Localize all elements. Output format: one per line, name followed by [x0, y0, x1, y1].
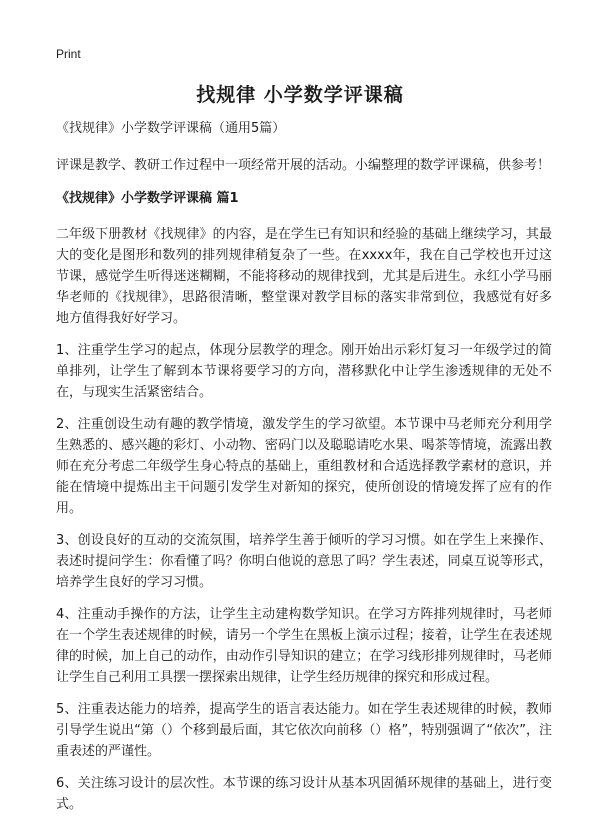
body-paragraph: 1、注重学生学习的起点，体现分层教学的理念。刚开始出示彩灯复习一年级学过的简单排列，让学生了解到本节课将要学习的方向，潜移默化中让学生渗透规律的无处不在，与现实生活紧密结合。	[56, 343, 552, 400]
article-body	[56, 120, 552, 826]
body-paragraph: 5、注重表达能力的培养，提高学生的语言表达能力。如在学生表述规律的时候，教师引导学生说出“第（）个移到最后面，其它依次向前移（）格”，特别强调了“依次”，注重表述的严谨性。	[56, 702, 552, 759]
page-title: 找规律 小学数学评课稿	[196, 84, 404, 106]
body-paragraph: 二年级下册教材《找规律》的内容，是在学生已有知识和经验的基础上继续学习，其最大的变化是图形和数列的排列规律稍复杂了一些。在xxxx年，我在自己学校也开过这节课，感觉学生听得迷迷糊糊，不能将移动的规律找到，尤其是后进生。永红小学马丽华老师的《找规律》，思路很清晰，整堂课对教学目标的落实非常到位，我感觉有好多地方值得我好好学习。	[56, 227, 552, 326]
body-paragraph: 3、创设良好的互动的交流氛围，培养学生善于倾听的学习习惯。如在学生上来操作、表述时提问学生：你看懂了吗？你明白他说的意思了吗？学生表述，同桌互说等形式，培养学生良好的学习习惯。	[56, 533, 552, 590]
intro-paragraph: 评课是教学、教研工作过程中一项经常开展的活动。小编整理的数学评课稿，供参考！	[56, 158, 551, 173]
body-paragraph: 4、注重动手操作的方法，让学生主动建构数学知识。在学习方阵排列规律时，马老师在一个学生表述规律的时候，请另一个学生在黑板上演示过程；接着，让学生在表述规律的时候，加上自己的动作，由动作引导知识的建立；在学习线形排列规律时，马老师让学生自己利用工具摆一摆探索出规律，让学生经历规律的探究和形成过程。	[56, 607, 552, 685]
body-paragraph: 6、关注练习设计的层次性。本节课的练习设计从基本巩固循环规律的基础上，进行变式。	[56, 776, 552, 812]
document-subtitle: 《找规律》小学数学评课稿（通用5篇）	[56, 121, 286, 136]
section-heading: 《找规律》小学数学评课稿 篇1	[56, 191, 239, 206]
print-link[interactable]: Print	[56, 47, 81, 61]
body-paragraph: 2、注重创设生动有趣的教学情境，激发学生的学习欲望。本节课中马老师充分利用学生熟悉的、感兴趣的彩灯、小动物、密码门以及聪聪请吃水果、喝茶等情境，流露出教师在充分考虑二年级学生身心特点的基础上，重组教材和合适选择教学素材的意识，并能在情境中提炼出主干问题引发学生对新知的探究，使所创设的情境发挥了应有的作用。	[56, 417, 552, 516]
